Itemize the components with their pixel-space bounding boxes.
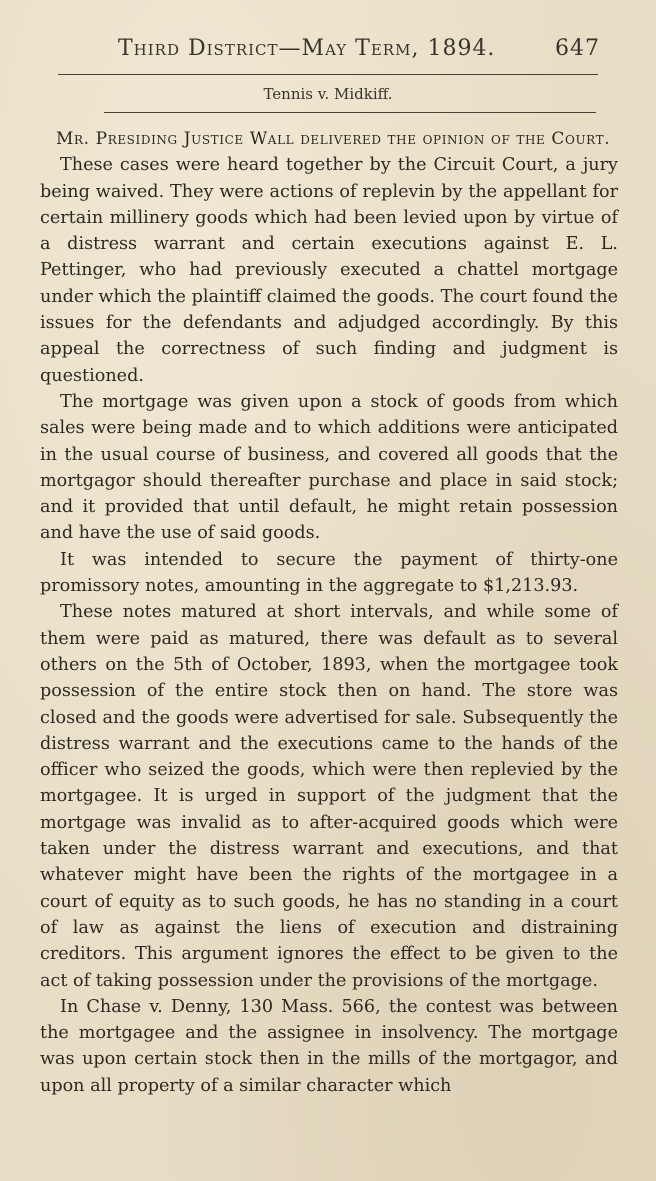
paragraph: In Chase v. Denny, 130 Mass. 566, the contest was between the mortgagee and the assignee in insolvency. The mortgage was upon certain stock then in the mills of the mortgagor, and upon all property of a similar character which — [40, 996, 618, 1096]
paragraph: These notes matured at short intervals, and while some of them were paid as matured, there was default as to several others on the 5th of October, 1893, when the mortgagee took possession of the entire stock then on hand. The store was closed and the goods were advertised for sale. Subsequently the distress warrant and the executions came to the hands of the officer who seized the goods, which were then replevied by the mortgagee. It is urged in support of the judgment that the mortgage was invalid as to after-acquired goods which were taken under the distress warrant and executions, and that whatever might have been the rights of the mortgagee in a court of equity as to such goods, he has no standing in a court of law as against the liens of execution and distraining creditors. This argument ignores the effect to be given to the act of taking possession under the provisions of the mortgage. — [40, 602, 618, 991]
header-rule-bottom — [104, 112, 596, 113]
running-header — [118, 36, 600, 61]
header-rule-top — [58, 74, 598, 75]
case-title: Tennis v. Midkiff. — [263, 85, 393, 103]
opinion-intro: Mr. Presiding Justice Wall delivered the opinion of the Court. — [56, 129, 611, 149]
page-number: 647 — [555, 36, 600, 61]
paragraph: These cases were heard together by the Circuit Court, a jury being waived. They were actions of replevin by the appellant for certain millinery goods which had been levied upon by virtue of a distress warrant and certain executions against E. L. Pettinger, who had previously executed a chattel mortgage under which the plaintiff claimed the goods. The court found the issues for the defendants and adjudged accordingly. By this appeal the correctness of such finding and judgment is questioned. — [40, 155, 618, 386]
paragraph: It was intended to secure the payment of thirty-one promissory notes, amounting in the aggregate to $1,213.93. — [40, 549, 618, 597]
running-title: Third District—May Term, 1894. — [118, 36, 496, 61]
opinion-body — [40, 126, 618, 1099]
paragraph: The mortgage was given upon a stock of goods from which sales were being made and to which additions were anticipated in the usual course of business, and covered all goods that the mortgagor should thereafter purchase and place in said stock; and it provided that until default, he might retain possession and have the use of said goods. — [40, 391, 618, 544]
